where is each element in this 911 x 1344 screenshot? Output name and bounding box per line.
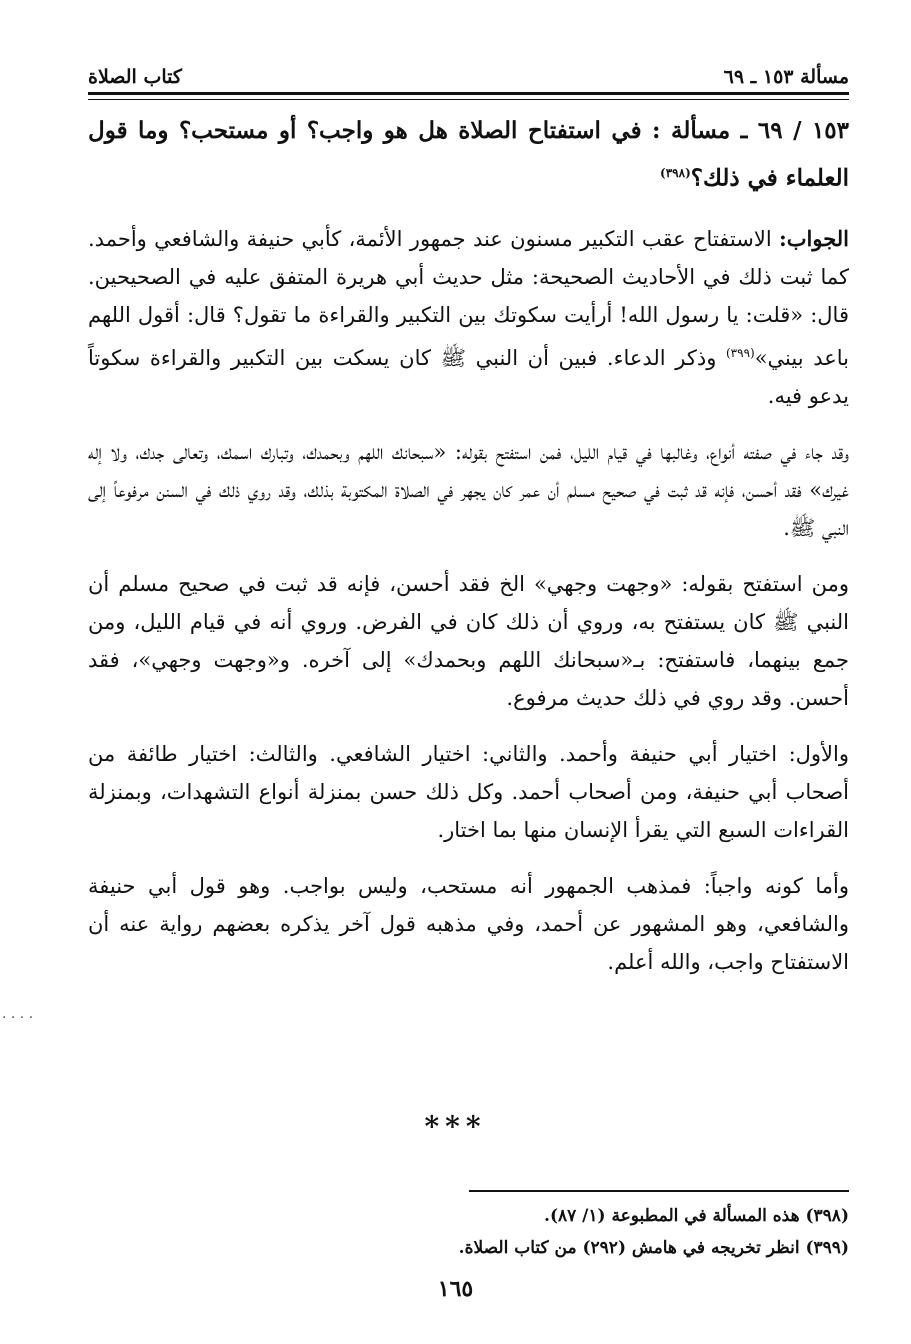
answer-paragraph <box>88 220 849 415</box>
section-separator: *** <box>424 1110 487 1143</box>
running-header <box>88 40 849 96</box>
page-number: ١٦٥ <box>437 1276 474 1302</box>
answer-tail: وذكر الدعاء. فبين أن النبي ﷺ كان يسكت بين التكبير والقراءة سكوتاً يدعو فيه. <box>88 345 849 408</box>
question-text: ١٥٣ / ٦٩ ـ مسألة : في استفتاح الصلاة هل هو واجب؟ أو مستحب؟ وما قول العلماء في ذلك؟ <box>88 117 850 192</box>
paragraph-wajjahtu: ومن استفتح بقوله: «وجهت وجهي» الخ فقد أحسن، فإنه قد ثبت في صحيح مسلم أن النبي ﷺ كان يستفتح به، وروي أن ذلك كان في الفرض. وروي أنه في قيام الليل، ومن جمع بينهما، فاستفتح: بـ«سبحانك اللهم وبحمدك» إلى آخره. و«وجهت وجهي»، فقد أحسن. وقد روي في ذلك حديث مرفوع. <box>88 571 849 710</box>
answer-text: الاستفتاح عقب التكبير مسنون عند جمهور الأئمة، كأبي حنيفة والشافعي وأحمد. كما ثبت ذلك في الأحاديث الصحيحة: مثل حديث أبي هريرة المتفق عليه في الصحيحين. قال: «قلت: يا رسول الله! أرأيت سكوتك بين التكبير والقراءة ما تقول؟ قال: أقول اللهم باعد بيني» <box>88 226 850 370</box>
answer-footnote-ref: (٣٩٩) <box>725 345 755 360</box>
header-issue-ref: مسألة ١٥٣ ـ ٦٩ <box>723 66 849 88</box>
header-book-title: كتاب الصلاة <box>88 66 182 88</box>
footnote-398: (٣٩٨) هذه المسألة في المطبوعة (١/ ٨٧). <box>544 1206 849 1226</box>
paragraph-forms: وقد جاء في صفته أنواع، وغالبها في قيام الليل، فمن استفتح بقوله: «سبحانك اللهم وبحمدك، وتبارك اسمك، وتعالى جدك، ولا إله غيرك» فقد أحسن، فإنه قد ثبت في صحيح مسلم أن عمر كان يجهر في الصلاة المكتوبة بذلك، وقد روي ذلك في السنن مرفوعاً إلى النبي ﷺ. <box>88 439 849 540</box>
question-heading <box>88 110 849 200</box>
main-text <box>88 110 849 999</box>
footnotes <box>88 1200 849 1264</box>
header-rule-thin <box>88 99 849 100</box>
paragraph-obligation: وأما كونه واجباً: فمذهب الجمهور أنه مستحب، وليس بواجب. وهو قول أبي حنيفة والشافعي، وهو المشهور عن أحمد، وفي مذهبه قول آخر يذكره بعضهم رواية عنه أن الاستفتاح واجب، والله أعلم. <box>88 873 849 974</box>
footnote-399: (٣٩٩) انظر تخريجه في هامش (٢٩٢) من كتاب الصلاة. <box>458 1238 849 1258</box>
question-footnote-ref: (٣٩٨) <box>660 166 691 180</box>
footnote-rule <box>469 1190 849 1192</box>
answer-lead: الجواب: <box>779 225 849 251</box>
header-rule-thick <box>88 92 849 95</box>
margin-mark: · · · · <box>2 1010 34 1026</box>
paragraph-choices: والأول: اختيار أبي حنيفة وأحمد. والثاني: اختيار الشافعي. والثالث: اختيار طائفة من أصحاب أبي حنيفة، ومن أصحاب أحمد. وكل ذلك حسن بمنزلة أنواع التشهدات، وبمنزلة القراءات السبع التي يقرأ الإنسان منها بما اختار. <box>88 741 849 842</box>
